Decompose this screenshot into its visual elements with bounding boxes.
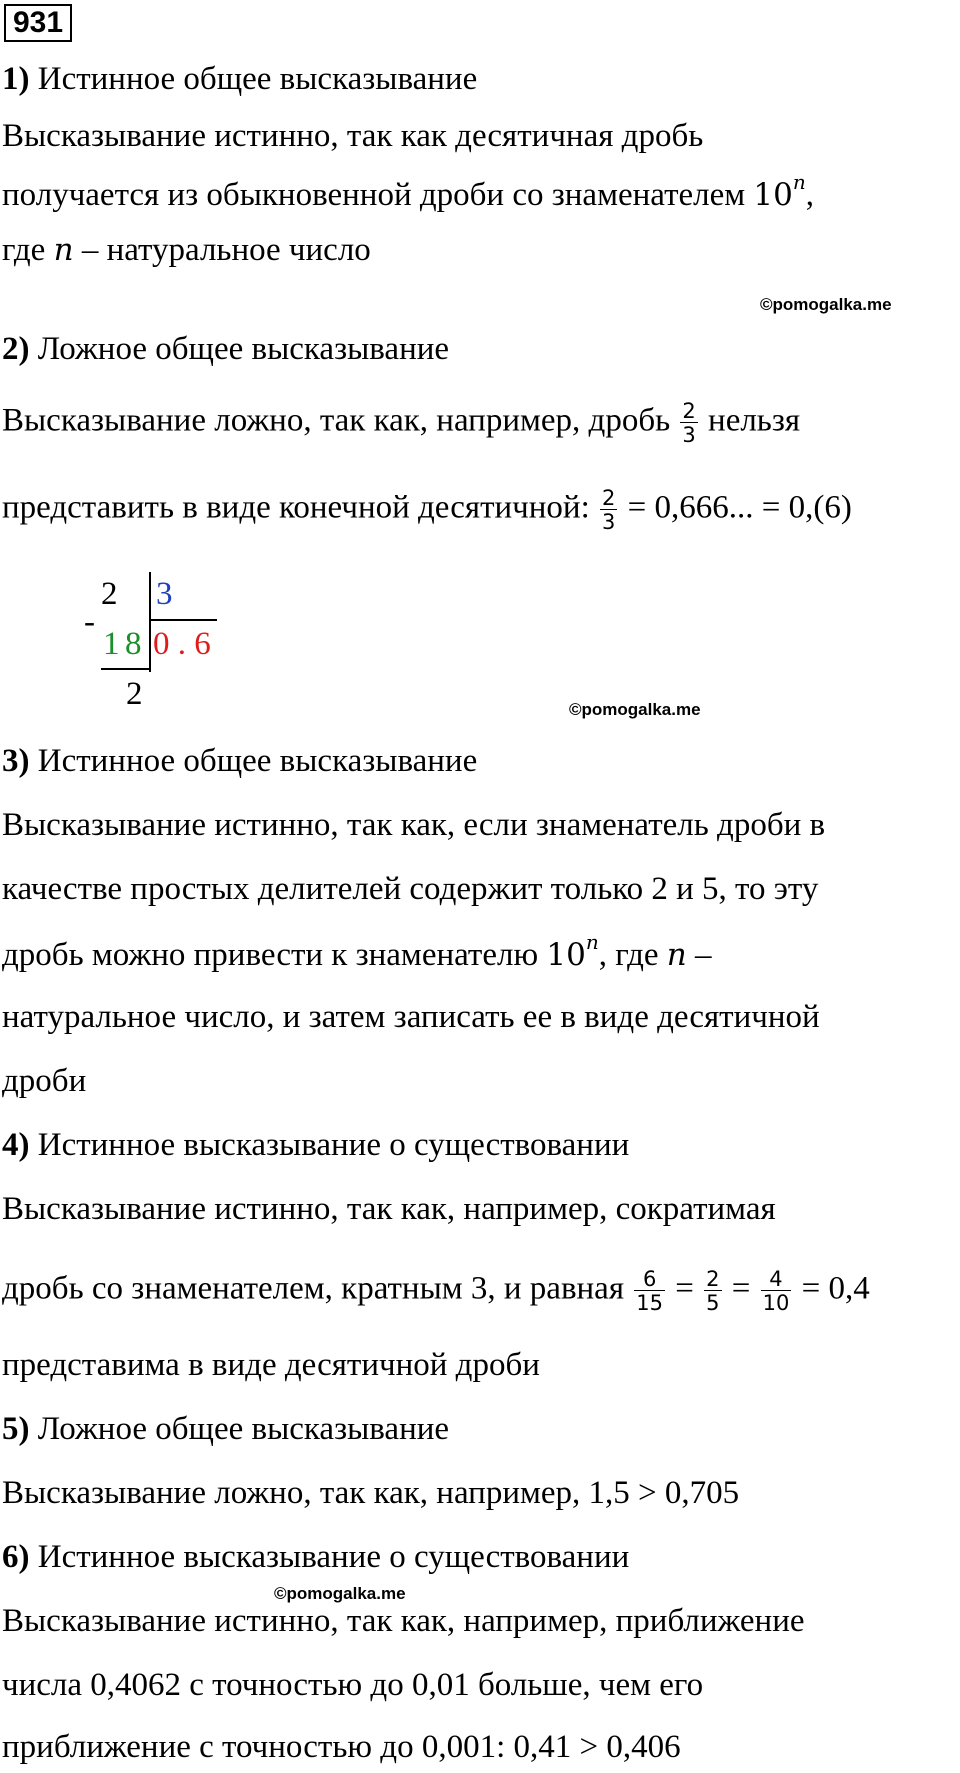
- item-1-number: 1): [2, 61, 30, 97]
- item-2-line-1: [2, 400, 800, 446]
- power-of-ten-exponent: n: [792, 170, 806, 194]
- fraction-numerator: 6: [642, 1267, 657, 1291]
- fraction-denominator: 5: [706, 1291, 720, 1316]
- item-1-line-1: Высказывание истинно, так как десятичная дробь: [2, 118, 704, 154]
- long-division-remainder: 2: [126, 676, 143, 712]
- item-1-heading: [2, 60, 477, 100]
- item-5-number: 5): [2, 1411, 30, 1447]
- long-division-minus: -: [84, 604, 95, 640]
- item-6-number: 6): [2, 1539, 30, 1575]
- item-4-heading: [2, 1126, 629, 1166]
- equals-sign: =: [675, 1270, 694, 1307]
- item-4-line-3: представима в виде десятичной дроби: [2, 1347, 540, 1383]
- long-division-subtraction-bar: [101, 668, 150, 670]
- item-3-line-4: натуральное число, и затем записать ее в виде десятичной: [2, 999, 820, 1035]
- item-1-line-2-text: получается из обыкновенной дроби со знаменателем: [2, 177, 746, 213]
- long-division-subtrahend-digit-1: 1: [103, 626, 120, 662]
- long-division-vertical-bar: [149, 572, 151, 672]
- fraction-numerator: 4: [769, 1267, 783, 1291]
- item-2-line-2-end: = 0,666... = 0,(6): [627, 489, 852, 526]
- item-3-heading: [2, 742, 477, 782]
- fraction-numerator: 2: [602, 486, 616, 510]
- fraction-4-10: [761, 1268, 792, 1314]
- power-of-ten-base: 10: [753, 177, 793, 213]
- long-division-quotient-bar: [149, 619, 217, 621]
- item-2-line-1-text: Высказывание ложно, так как, например, дробь: [2, 402, 671, 439]
- item-2-heading: [2, 330, 449, 370]
- power-of-ten-base: 10: [546, 937, 586, 973]
- item-4-result: = 0,4: [801, 1270, 870, 1307]
- comma: ,: [805, 177, 814, 213]
- item-1-line-3-text-b: – натуральное число: [81, 232, 371, 268]
- item-4-line-1: Высказывание истинно, так как, например, сократимая: [2, 1191, 776, 1227]
- item-1-line-3-text-a: где: [2, 232, 46, 268]
- item-2-heading-text: Ложное общее высказывание: [37, 331, 450, 367]
- item-2-line-1-end: нельзя: [708, 402, 801, 439]
- variable-n: n: [666, 937, 687, 973]
- task-number-box: 931: [4, 4, 72, 42]
- item-5-line-1: Высказывание ложно, так как, например, 1,5 > 0,705: [2, 1475, 740, 1511]
- watermark-3: ©pomogalka.me: [274, 1584, 406, 1603]
- item-3-heading-text: Истинное общее высказывание: [37, 743, 478, 779]
- item-1-line-3: [2, 231, 371, 271]
- fraction-numerator: 2: [682, 399, 696, 423]
- item-6-heading-text: Истинное высказывание о существовании: [37, 1539, 630, 1575]
- dash: –: [695, 937, 712, 973]
- item-1-heading-text: Истинное общее высказывание: [37, 61, 478, 97]
- fraction-denominator: 3: [682, 423, 696, 448]
- item-6-line-1: Высказывание истинно, так как, например, приближение: [2, 1603, 805, 1639]
- item-6-line-3: приближение с точностью до 0,001: 0,41 > 0,406: [2, 1729, 681, 1765]
- item-1-line-2: [2, 170, 814, 216]
- fraction-2-5: [704, 1268, 721, 1314]
- long-division-dividend: 2: [101, 576, 118, 612]
- item-2-line-2: [2, 487, 852, 533]
- fraction-denominator: 10: [762, 1291, 790, 1316]
- item-3-line-2: качестве простых делителей содержит только 2 и 5, то эту: [2, 871, 819, 907]
- watermark-2: ©pomogalka.me: [569, 700, 701, 719]
- item-5-heading: [2, 1410, 449, 1450]
- fraction-numerator: 2: [706, 1267, 720, 1291]
- variable-n: n: [53, 232, 74, 268]
- item-6-heading: [2, 1538, 629, 1578]
- item-3-line-3-text-b: , где: [598, 937, 659, 973]
- fraction-2-3: [680, 400, 697, 446]
- watermark-1: ©pomogalka.me: [760, 295, 892, 314]
- fraction-denominator: 15: [636, 1291, 663, 1316]
- item-4-heading-text: Истинное высказывание о существовании: [37, 1127, 630, 1163]
- power-of-ten-exponent: n: [585, 930, 599, 954]
- item-6-line-2: числа 0,4062 с точностью до 0,01 больше, чем его: [2, 1667, 704, 1703]
- item-4-number: 4): [2, 1127, 30, 1163]
- item-3-line-3: [2, 930, 712, 976]
- long-division-quotient: 0 . 6: [153, 626, 211, 662]
- equals-sign: =: [731, 1270, 751, 1307]
- item-4-line-2-text: дробь со знаменателем, кратным 3, и равная: [2, 1270, 625, 1307]
- long-division-subtrahend-digit-2: 8: [125, 626, 142, 662]
- long-division-divisor: 3: [156, 576, 173, 612]
- item-3-line-5: дроби: [2, 1063, 87, 1099]
- item-3-number: 3): [2, 743, 30, 779]
- item-2-number: 2): [2, 331, 30, 367]
- item-2-line-2-text: представить в виде конечной десятичной:: [2, 489, 590, 526]
- fraction-denominator: 3: [602, 510, 616, 535]
- item-3-line-3-text-a: дробь можно привести к знаменателю: [2, 937, 539, 973]
- fraction-2-3-b: [600, 487, 617, 533]
- fraction-6-15: [634, 1268, 665, 1314]
- item-5-heading-text: Ложное общее высказывание: [37, 1411, 450, 1447]
- item-4-line-2: [2, 1268, 870, 1314]
- item-3-line-1: Высказывание истинно, так как, если знаменатель дроби в: [2, 807, 826, 843]
